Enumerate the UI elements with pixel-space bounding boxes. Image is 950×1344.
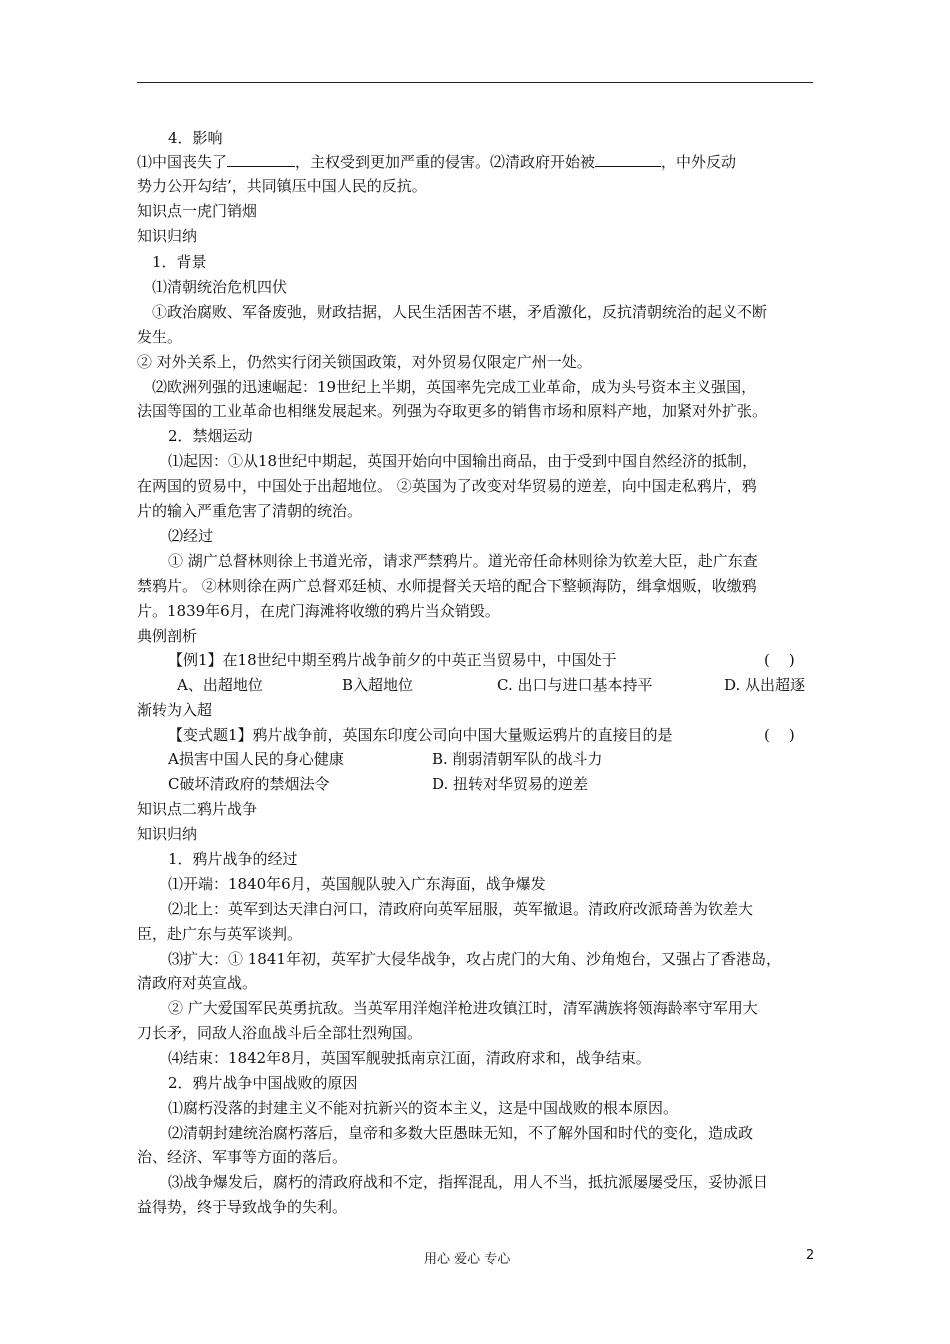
paragraph-line: ①政治腐败、军备废弛，财政拮据，人民生活困苦不堪，矛盾激化，反抗清朝统治的起义不断 bbox=[152, 303, 768, 321]
paragraph-line: 刀长矛，同敌人浴血战斗后全部壮烈殉国。 bbox=[137, 1024, 423, 1042]
subsection-label: 知识归纳 bbox=[137, 227, 198, 245]
header-rule bbox=[137, 82, 813, 83]
paragraph-line bbox=[137, 151, 736, 173]
paragraph-line: 势力公开勾结’，共同镇压中国人民的反抗。 bbox=[137, 177, 427, 195]
option-c[interactable]: C. 出口与进口基本持平 bbox=[497, 676, 653, 694]
page-number: 2 bbox=[806, 1248, 815, 1263]
text-segment: ，中外反动 bbox=[661, 153, 737, 171]
paragraph-line: ⑵北上：英军到达天津白河口，清政府向英军屈服，英军撤退。清政府改派琦善为钦差大 bbox=[168, 900, 754, 918]
paragraph-line: ② 广大爱国军民英勇抗敌。当英军用洋炮洋枪进攻镇江时，清军满族将领海龄率守军用大 bbox=[168, 999, 758, 1017]
question-text: 【例1】在18世纪中期至鸦片战争前夕的中英正当贸易中，中国处于 bbox=[168, 651, 617, 669]
paragraph-line: ⑷结束：1842年8月，英国军舰驶抵南京江面，清政府求和，战争结束。 bbox=[168, 1049, 651, 1067]
option-b[interactable]: B入超地位 bbox=[342, 676, 414, 694]
paragraph-line: ⑵清朝封建统治腐朽落后，皇帝和多数大臣愚昧无知，不了解外国和时代的变化，造成政 bbox=[168, 1124, 754, 1142]
paragraph-line: 治、经济、军事等方面的落后。 bbox=[137, 1148, 348, 1166]
paragraph-line: ⑴开端：1840年6月，英国舰队驶入广东海面，战争爆发 bbox=[168, 875, 546, 893]
paragraph-line: ⑴腐朽没落的封建主义不能对抗新兴的资本主义，这是中国战败的根本原因。 bbox=[168, 1099, 679, 1117]
subsection-label: 知识归纳 bbox=[137, 825, 198, 843]
paragraph-line: 清政府对英宣战。 bbox=[137, 974, 258, 992]
option-a[interactable]: A损害中国人民的身心健康 bbox=[168, 750, 344, 768]
paragraph-line: ② 对外关系上，仍然实行闭关锁国政策，对外贸易仅限定广州一处。 bbox=[137, 353, 592, 371]
fill-blank[interactable] bbox=[227, 152, 295, 167]
paragraph-line: ⑶战争爆发后，腐朽的清政府战和不定，指挥混乱，用人不当，抵抗派屡屡受压，妥协派日 bbox=[168, 1173, 769, 1191]
option-a[interactable]: A、出超地位 bbox=[177, 676, 263, 694]
text-segment: ⑴中国丧失了 bbox=[137, 153, 228, 171]
section-title: 1．鸦片战争的经过 bbox=[168, 850, 298, 868]
paragraph-line: ⑵欧洲列强的迅速崛起：19世纪上半期，英国率先完成工业革命，成为头号资本主义强国， bbox=[152, 378, 757, 396]
section-title: 1．背景 bbox=[152, 253, 207, 271]
paragraph-line: ⑶扩大：① 1841年初，英军扩大侵华战争，攻占虎门的大角、沙角炮台，又强占了香港岛， bbox=[168, 950, 781, 968]
text-segment: ，主权受到更加严重的侵害。⑵清政府开始被 bbox=[295, 153, 596, 171]
subsection-label: 典例剖析 bbox=[137, 627, 198, 645]
paragraph-line: 禁鸦片。 ②林则徐在两广总督邓廷桢、水师提督关天培的配合下整顿海防，缉拿烟贩，收缴鸦 bbox=[137, 577, 757, 595]
knowledge-point-title: 知识点二鸦片战争 bbox=[137, 800, 258, 818]
answer-paren[interactable]: ( ) bbox=[764, 651, 795, 669]
option-d[interactable]: D. 扭转对华贸易的逆差 bbox=[432, 775, 589, 793]
section-title: ⑵经过 bbox=[168, 527, 214, 545]
paragraph-line: 发生。 bbox=[137, 328, 183, 346]
answer-paren[interactable]: ( ) bbox=[764, 726, 795, 744]
knowledge-point-title: 知识点一虎门销烟 bbox=[137, 202, 258, 220]
option-c[interactable]: C破坏清政府的禁烟法令 bbox=[168, 775, 330, 793]
paragraph-line: 臣，赴广东与英军谈判。 bbox=[137, 925, 303, 943]
question-text: 【变式题1】鸦片战争前，英国东印度公司向中国大量贩运鸦片的直接目的是 bbox=[168, 726, 673, 744]
paragraph-line: 片。1839年6月，在虎门海滩将收缴的鸦片当众销毁。 bbox=[137, 602, 500, 620]
paragraph-line: ① 湖广总督林则徐上书道光帝，请求严禁鸦片。道光帝任命林则徐为钦差大臣，赴广东查 bbox=[168, 552, 758, 570]
section-title: 2．鸦片战争中国战败的原因 bbox=[168, 1074, 358, 1092]
option-d[interactable]: D. 从出超逐 bbox=[724, 676, 806, 694]
paragraph-line: ⑴清朝统治危机四伏 bbox=[152, 278, 288, 296]
paragraph-line: 法国等国的工业革命也相继发展起来。列强为夺取更多的销售市场和原料产地，加紧对外扩张。 bbox=[137, 402, 768, 420]
option-b[interactable]: B. 削弱清朝军队的战斗力 bbox=[432, 750, 603, 768]
paragraph-line: ⑴起因：①从18世纪中期起，英国开始向中国输出商品，由于受到中国自然经济的抵制， bbox=[168, 452, 758, 470]
paragraph-line: 在两国的贸易中，中国处于出超地位。 ②英国为了改变对华贸易的逆差，向中国走私鸦片，鸦 bbox=[137, 477, 757, 495]
paragraph-line: 益得势，终于导致战争的失利。 bbox=[137, 1198, 348, 1216]
fill-blank[interactable] bbox=[595, 152, 661, 167]
footer-motto: 用心 爱心 专心 bbox=[424, 1252, 511, 1267]
section-title: 4．影响 bbox=[168, 129, 223, 147]
option-d-continued: 渐转为入超 bbox=[137, 701, 213, 719]
paragraph-line: 片的输入严重危害了清朝的统治。 bbox=[137, 502, 363, 520]
section-title: 2．禁烟运动 bbox=[168, 427, 253, 445]
